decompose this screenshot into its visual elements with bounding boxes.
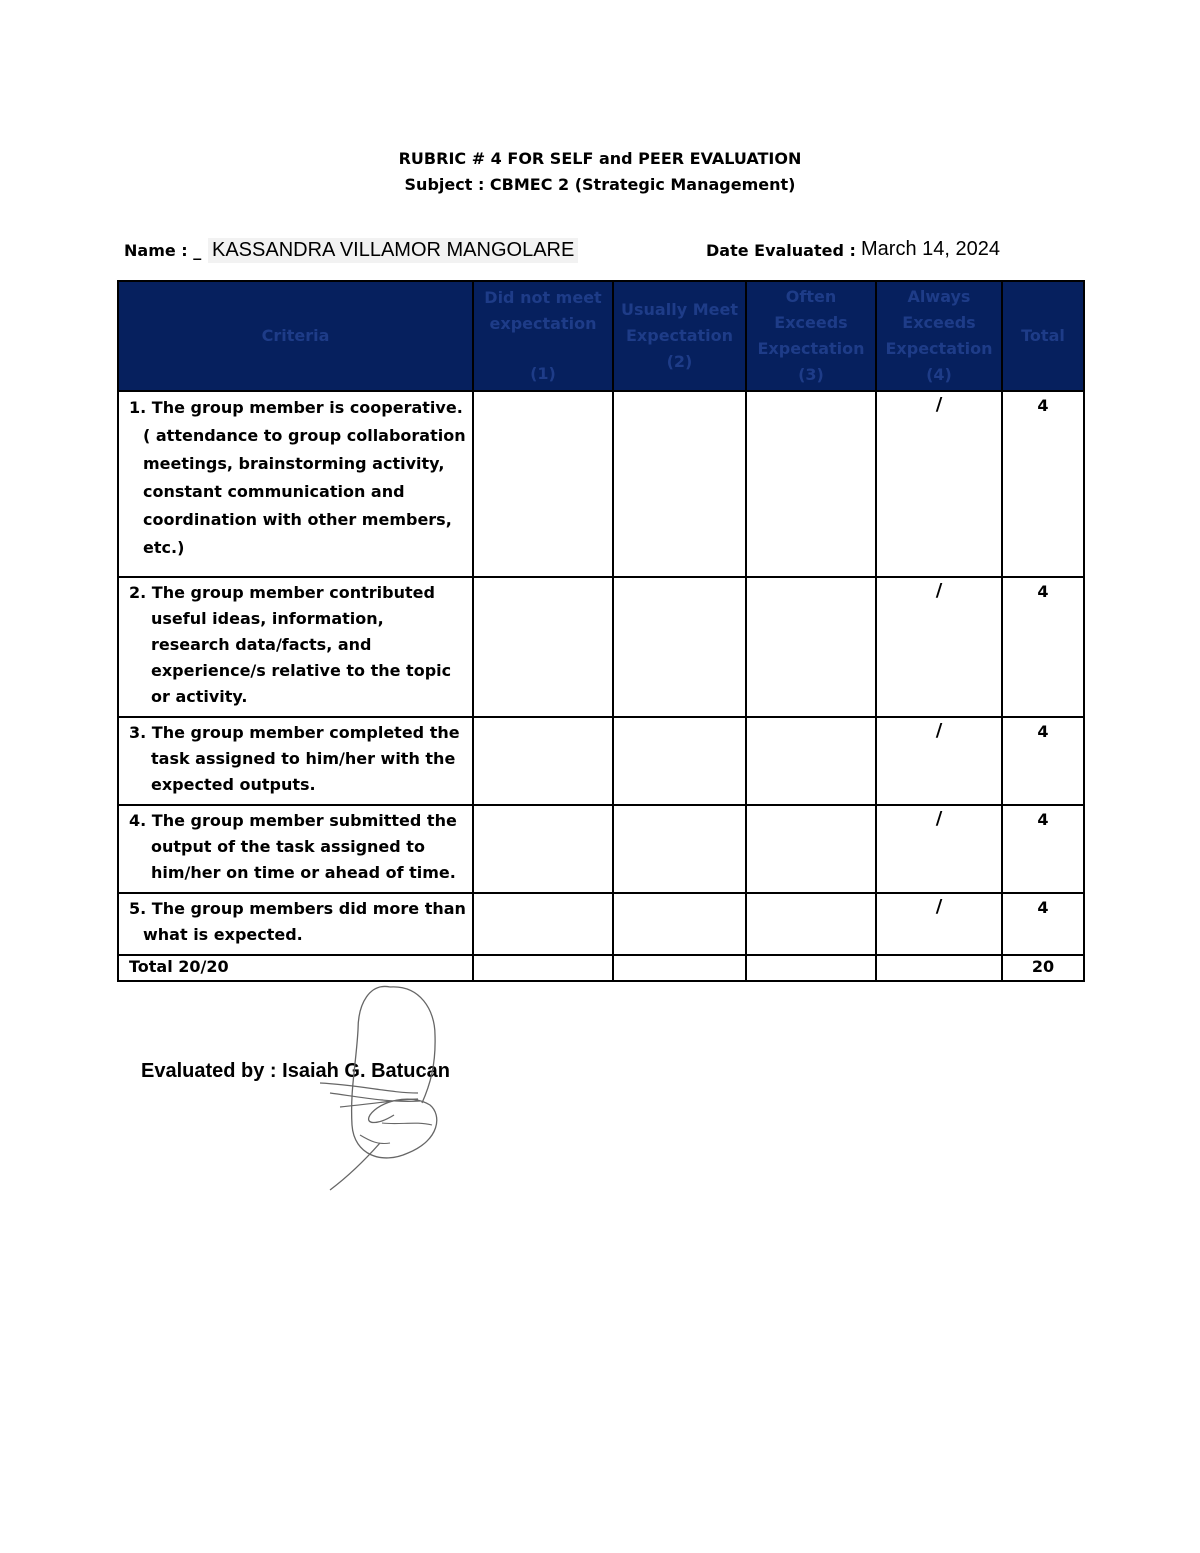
check-mark: / — [876, 893, 1002, 955]
score-cell-3 — [746, 805, 876, 893]
subject-line: Subject : CBMEC 2 (Strategic Management) — [404, 175, 796, 194]
criteria-number: 2. — [129, 583, 147, 602]
criteria-description: task assigned to him/her with the expected outputs. — [151, 749, 456, 794]
header-usually-meet-label: Usually Meet Expectation — [621, 300, 738, 345]
document-header — [0, 146, 1200, 198]
total-cell-4 — [876, 955, 1002, 981]
check-mark: / — [876, 717, 1002, 805]
table-row — [118, 391, 1084, 577]
score-cell-1 — [473, 577, 613, 717]
criteria-number: 5. — [129, 899, 147, 918]
score-cell-3 — [746, 893, 876, 955]
row-total: 4 — [1002, 805, 1084, 893]
name-value: KASSANDRA VILLAMOR MANGOLARE — [208, 238, 578, 263]
table-header-row — [118, 281, 1084, 391]
header-usually-meet — [613, 281, 746, 391]
criteria-cell — [118, 391, 473, 577]
row-total: 4 — [1002, 893, 1084, 955]
score-cell-3 — [746, 391, 876, 577]
score-cell-2 — [613, 893, 746, 955]
score-cell-3 — [746, 717, 876, 805]
criteria-first-line: The group members did more than — [151, 899, 466, 918]
criteria-cell — [118, 577, 473, 717]
criteria-number: 3. — [129, 723, 147, 742]
criteria-cell — [118, 717, 473, 805]
check-mark: / — [876, 391, 1002, 577]
total-cell-1 — [473, 955, 613, 981]
header-always-exceeds — [876, 281, 1002, 391]
score-cell-1 — [473, 717, 613, 805]
check-mark: / — [876, 805, 1002, 893]
criteria-number: 4. — [129, 811, 147, 830]
table-row — [118, 805, 1084, 893]
score-cell-2 — [613, 805, 746, 893]
table-row — [118, 577, 1084, 717]
header-did-not-meet-label: Did not meet expectation — [484, 288, 602, 333]
header-often-exceeds-label: Often Exceeds Expectation — [757, 287, 865, 358]
criteria-first-line: The group member is cooperative. — [151, 398, 463, 417]
rubric-table — [117, 280, 1085, 982]
total-row-label: Total 20/20 — [118, 955, 473, 981]
criteria-cell — [118, 805, 473, 893]
criteria-number: 1. — [129, 398, 147, 417]
total-cell-3 — [746, 955, 876, 981]
table-row — [118, 893, 1084, 955]
score-cell-1 — [473, 805, 613, 893]
header-usually-meet-score: (2) — [666, 352, 693, 371]
row-total: 4 — [1002, 577, 1084, 717]
evaluated-by: Evaluated by : Isaiah G. Batucan — [141, 1060, 450, 1082]
criteria-description: ( attendance to group collaboration meetings, brainstorming activity, constant communication and coordination with other members, etc.) — [143, 426, 466, 557]
header-often-exceeds-score: (3) — [798, 365, 824, 384]
score-cell-2 — [613, 577, 746, 717]
row-total: 4 — [1002, 391, 1084, 577]
score-cell-3 — [746, 577, 876, 717]
rubric-title: RUBRIC # 4 FOR SELF and PEER EVALUATION — [398, 149, 802, 168]
check-mark: / — [876, 577, 1002, 717]
criteria-description: useful ideas, information, research data/facts, and experience/s relative to the topic or activity. — [151, 609, 452, 706]
criteria-first-line: The group member submitted the — [151, 811, 457, 830]
signature-image — [290, 975, 490, 1205]
total-row — [118, 955, 1084, 981]
total-cell-2 — [613, 955, 746, 981]
criteria-cell — [118, 893, 473, 955]
criteria-first-line: The group member completed the — [151, 723, 460, 742]
table-row — [118, 717, 1084, 805]
name-label: Name : _ — [124, 241, 202, 260]
header-did-not-meet — [473, 281, 613, 391]
score-cell-2 — [613, 717, 746, 805]
header-always-exceeds-label: Always Exceeds Expectation — [885, 287, 993, 358]
header-criteria: Criteria — [118, 281, 473, 391]
criteria-description: what is expected. — [143, 925, 303, 944]
header-total: Total — [1002, 281, 1084, 391]
score-cell-2 — [613, 391, 746, 577]
criteria-first-line: The group member contributed — [151, 583, 435, 602]
date-evaluated-value: March 14, 2024 — [861, 238, 1000, 260]
row-total: 4 — [1002, 717, 1084, 805]
score-cell-1 — [473, 893, 613, 955]
header-often-exceeds — [746, 281, 876, 391]
score-cell-1 — [473, 391, 613, 577]
header-did-not-meet-score: (1) — [530, 364, 556, 383]
criteria-description: output of the task assigned to him/her on time or ahead of time. — [151, 837, 456, 882]
date-evaluated-label: Date Evaluated : — [706, 241, 856, 260]
grand-total: 20 — [1002, 955, 1084, 981]
header-always-exceeds-score: (4) — [926, 365, 952, 384]
